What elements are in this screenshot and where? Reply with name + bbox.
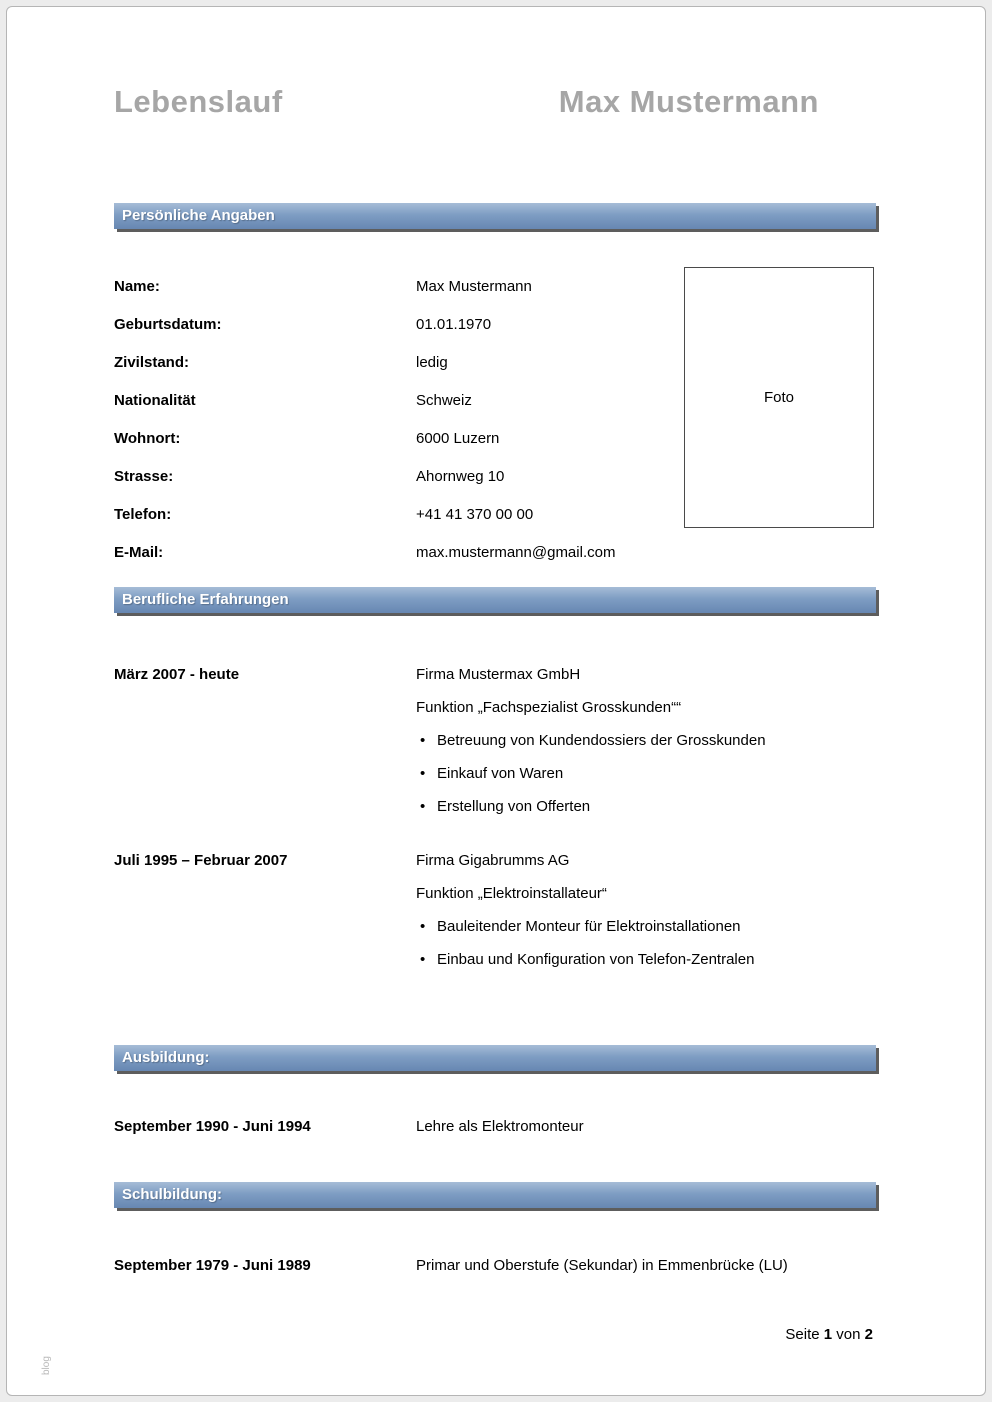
experience-details [416, 844, 985, 976]
experience-date: März 2007 - heute [114, 666, 240, 683]
section-header-experience [114, 587, 876, 613]
personal-info-block [114, 277, 985, 562]
field-value: max.mustermann@gmail.com [416, 544, 616, 561]
doc-title: Lebenslauf [114, 84, 283, 119]
field-label: Zivilstand: [114, 354, 190, 371]
bullet-item: • Betreuung von Kundendossiers der Grosskunden [416, 724, 985, 757]
field-label: Geburtsdatum: [114, 316, 222, 333]
field-value: ledig [416, 354, 448, 371]
experience-details [416, 658, 985, 823]
page-number-current: 1 [823, 1326, 833, 1343]
field-value: Schweiz [416, 392, 472, 409]
experience-function: Funktion „Elektroinstallateur“ [416, 885, 607, 902]
page-number-prefix: Seite [785, 1326, 820, 1343]
experience-bullets [416, 724, 985, 823]
field-value: 01.01.1970 [416, 316, 492, 333]
schooling-date: September 1979 - Juni 1989 [114, 1257, 311, 1274]
section-title: Schulbildung: [122, 1186, 222, 1203]
education-date: September 1990 - Juni 1994 [114, 1118, 311, 1135]
bullet-item: • Bauleitender Monteur für Elektroinstallationen [416, 910, 985, 943]
field-value: Ahornweg 10 [416, 468, 505, 485]
field-label: Nationalität [114, 392, 196, 409]
section-title: Ausbildung: [122, 1049, 210, 1066]
page-number [785, 1326, 873, 1343]
experience-company: Firma Gigabrumms AG [416, 852, 570, 869]
experience-entry [114, 658, 985, 823]
experience-entry [114, 844, 985, 976]
section-title: Berufliche Erfahrungen [122, 591, 289, 608]
field-value: 6000 Luzern [416, 430, 500, 447]
watermark-blog: blog [41, 1356, 52, 1375]
person-name: Max Mustermann [558, 84, 819, 119]
schooling-text: Primar und Oberstufe (Sekundar) in Emmenbrücke (LU) [416, 1257, 788, 1274]
photo-label: Foto [763, 389, 794, 406]
bullet-item: • Einkauf von Waren [416, 757, 985, 790]
experience-company: Firma Mustermax GmbH [416, 666, 581, 683]
field-label: Telefon: [114, 506, 172, 523]
experience-function: Funktion „Fachspezialist Grosskunden““ [416, 699, 682, 716]
document-content [7, 203, 985, 1275]
field-label: E-Mail: [114, 544, 164, 561]
education-row [114, 1117, 985, 1136]
experience-bullets [416, 910, 985, 976]
document-header [7, 85, 985, 119]
page-number-of: von [836, 1326, 861, 1343]
photo-placeholder [684, 267, 874, 528]
experience-date: Juli 1995 – Februar 2007 [114, 852, 288, 869]
field-label: Name: [114, 278, 160, 295]
section-header-education [114, 1045, 876, 1071]
field-value: Max Mustermann [416, 278, 532, 295]
bullet-item: • Erstellung von Offerten [416, 790, 985, 823]
field-label: Strasse: [114, 468, 174, 485]
field-value: +41 41 370 00 00 [416, 506, 534, 523]
bullet-item: • Einbau und Konfiguration von Telefon-Zentralen [416, 943, 985, 976]
page-number-total: 2 [864, 1326, 873, 1343]
personal-row [114, 543, 985, 562]
education-text: Lehre als Elektromonteur [416, 1118, 584, 1135]
document-page [6, 6, 986, 1396]
schooling-row [114, 1256, 985, 1275]
section-header-personal [114, 203, 876, 229]
section-title: Persönliche Angaben [122, 207, 275, 224]
section-header-schooling [114, 1182, 876, 1208]
field-label: Wohnort: [114, 430, 181, 447]
